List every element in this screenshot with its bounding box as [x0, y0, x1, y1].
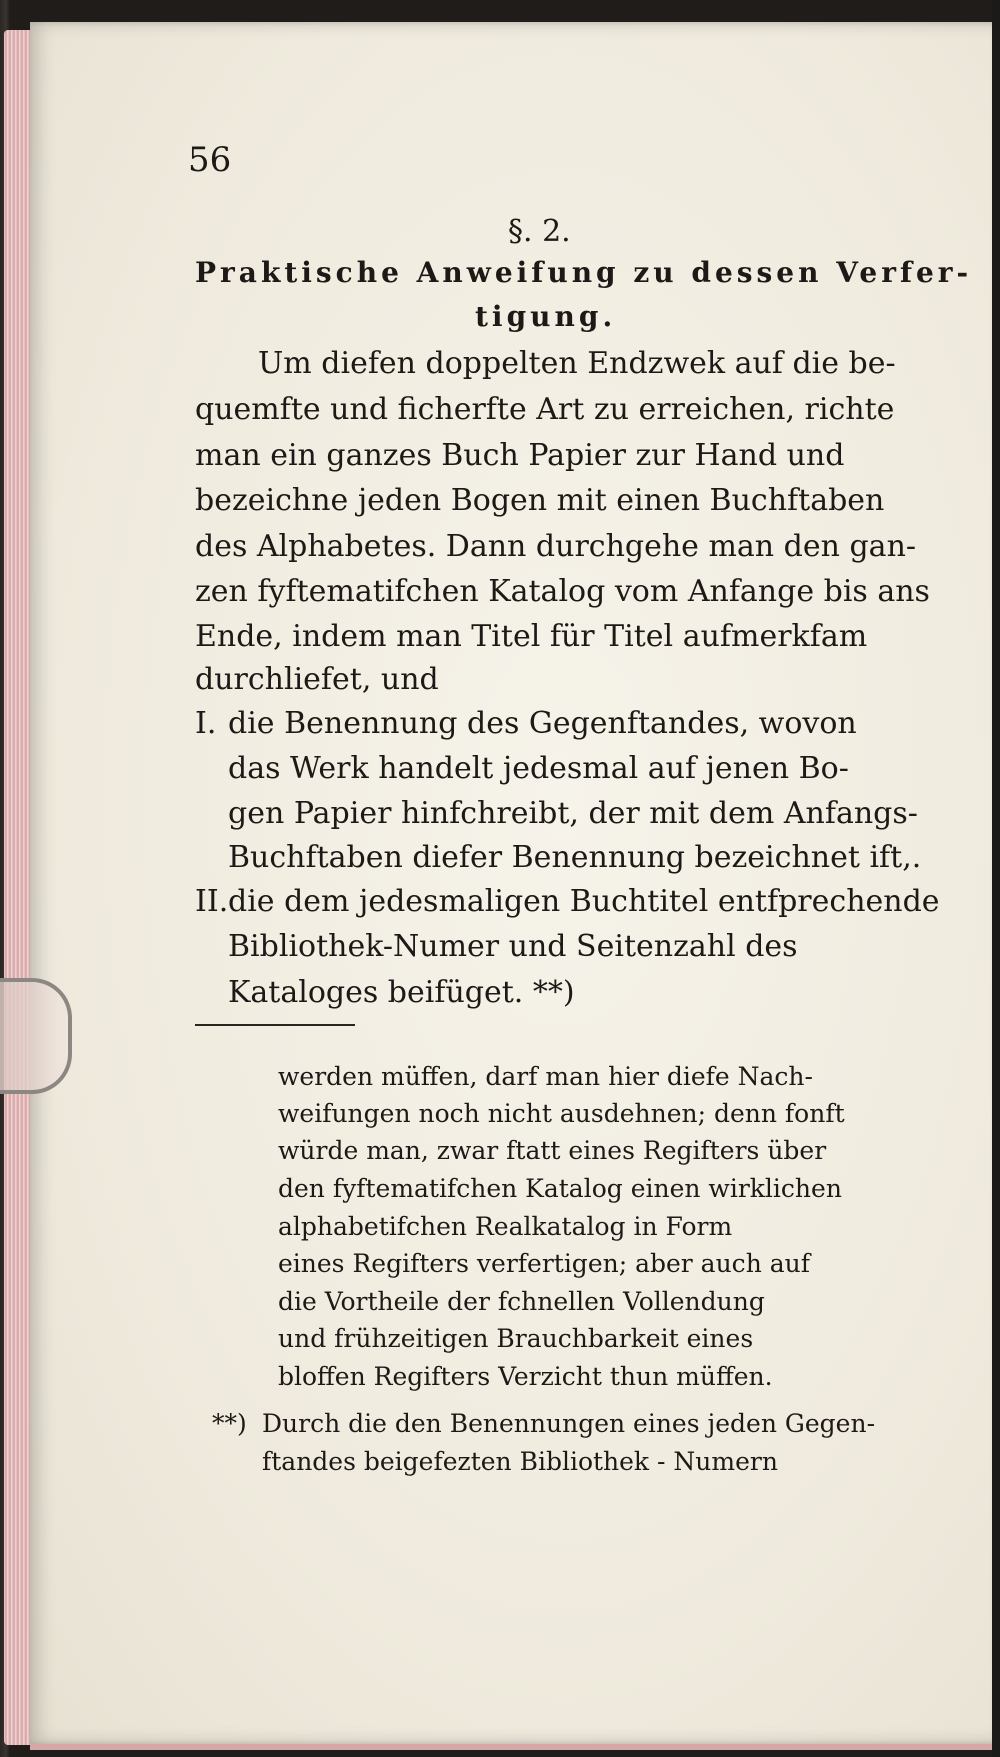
section-heading-line-2: tigung.: [475, 300, 617, 333]
section-mark: §. 2.: [508, 214, 571, 249]
page-number: 56: [188, 140, 232, 180]
footnote-line: eines Regifters verfertigen; aber auch auf: [278, 1249, 810, 1278]
section-heading-line-1: Praktische Anweifung zu dessen Verfer-: [195, 256, 973, 289]
list-item-line: Kataloges beifüget. **): [228, 975, 575, 1010]
list-item-line: Buchftaben diefer Benennung bezeichnet ift,.: [228, 840, 922, 875]
body-line: zen fyftematifchen Katalog vom Anfange bis ans: [195, 574, 930, 609]
page-clip: [0, 978, 72, 1094]
list-item-line: die dem jedesmaligen Buchtitel entfprechende: [228, 884, 940, 919]
footnote-2-marker: **): [212, 1409, 247, 1438]
body-line: durchliefet, und: [195, 662, 439, 697]
footnote-line: und frühzeitigen Brauchbarkeit eines: [278, 1324, 754, 1353]
list-marker-2: II.: [195, 884, 229, 919]
footnote-2-line: Durch die den Benennungen eines jeden Gegen-: [262, 1409, 876, 1438]
footnote-line: weifungen noch nicht ausdehnen; denn fonft: [278, 1099, 845, 1128]
list-item-line: gen Papier hinfchreibt, der mit dem Anfangs-: [228, 796, 918, 831]
list-item-line: Bibliothek-Numer und Seitenzahl des: [228, 929, 798, 964]
list-item-line: das Werk handelt jedesmal auf jenen Bo-: [228, 751, 849, 786]
list-item-line: die Benennung des Gegenftandes, wovon: [228, 706, 857, 741]
body-line: des Alphabetes. Dann durchgehe man den gan-: [195, 529, 917, 564]
body-line: bezeichne jeden Bogen mit einen Buchftaben: [195, 483, 885, 518]
footnote-line: den fyftematifchen Katalog einen wirklichen: [278, 1174, 842, 1203]
body-line: Um diefen doppelten Endzwek auf die be-: [258, 346, 896, 381]
body-line: quemfte und ficherfte Art zu erreichen, richte: [195, 392, 895, 427]
footnote-2-line: ftandes beigefezten Bibliothek - Numern: [262, 1447, 778, 1476]
footnote-line: bloffen Regifters Verzicht thun müffen.: [278, 1362, 773, 1391]
footnote-rule: [195, 1024, 355, 1026]
footnote-line: alphabetifchen Realkatalog in Form: [278, 1212, 733, 1241]
list-marker-1: I.: [195, 706, 217, 741]
footnote-line: würde man, zwar ftatt eines Regifters über: [278, 1136, 827, 1165]
scan-border: [992, 0, 1000, 1757]
body-line: man ein ganzes Buch Papier zur Hand und: [195, 438, 845, 473]
footnote-line: werden müffen, darf man hier diefe Nach-: [278, 1062, 813, 1091]
footnote-line: die Vortheile der fchnellen Vollendung: [278, 1287, 765, 1316]
body-line: Ende, indem man Titel für Titel aufmerkfam: [195, 619, 868, 654]
